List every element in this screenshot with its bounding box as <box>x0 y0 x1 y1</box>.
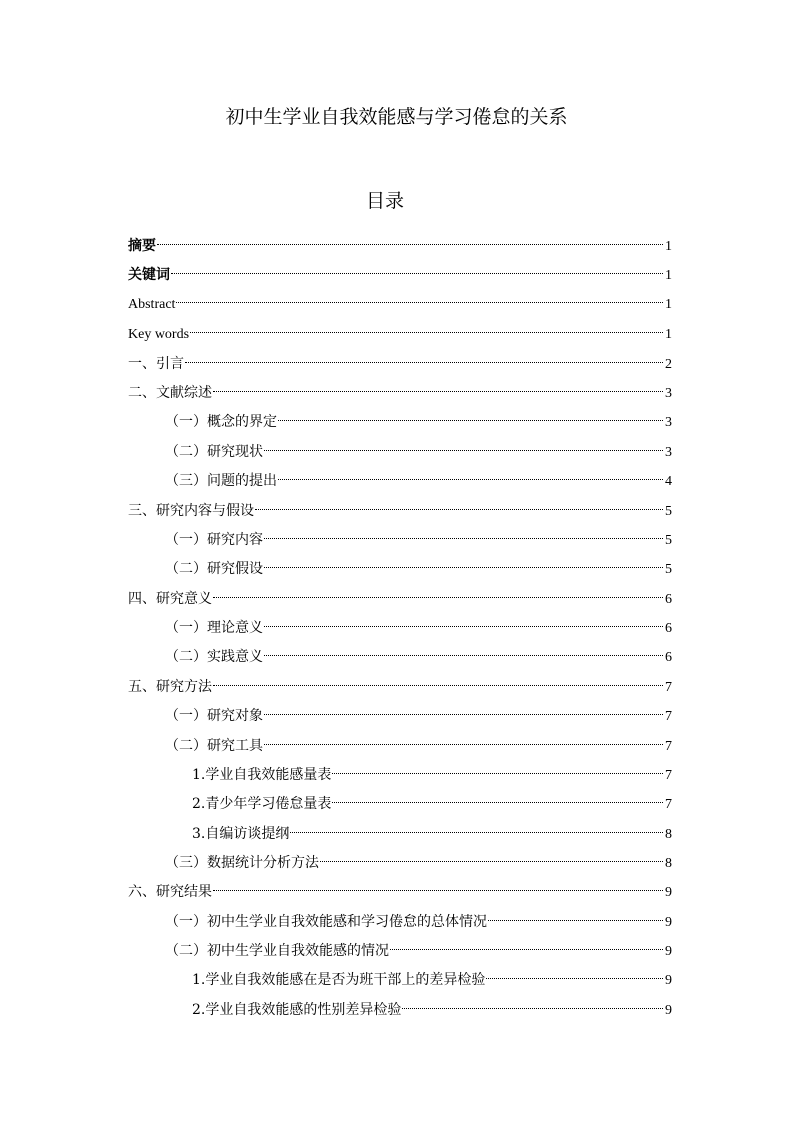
toc-entry-label: Abstract <box>128 297 176 312</box>
toc-entry[interactable] <box>165 610 672 636</box>
toc-entry-label: （二）研究假设 <box>165 561 263 577</box>
toc-dot-leader <box>486 962 663 984</box>
toc-entry[interactable] <box>128 316 672 342</box>
toc-entry-label: 2.青少年学习倦怠量表 <box>192 796 332 812</box>
toc-entry-label: 1.学业自我效能感量表 <box>192 767 332 783</box>
toc-entry[interactable] <box>192 962 672 988</box>
toc-entry-page: 2 <box>665 357 672 372</box>
toc-entry-page: 5 <box>665 533 672 548</box>
toc-entry-page: 1 <box>665 327 672 342</box>
toc-entry[interactable] <box>165 845 672 871</box>
toc-entry[interactable] <box>165 463 672 489</box>
toc-entry[interactable] <box>192 757 672 783</box>
toc-entry[interactable] <box>128 669 672 695</box>
toc-entry-label: （一）研究对象 <box>165 708 263 724</box>
toc-entry-label: 二、文献综述 <box>128 385 212 401</box>
toc-entry-label: （一）理论意义 <box>165 620 263 636</box>
toc-dot-leader <box>278 463 663 485</box>
toc-entry[interactable] <box>165 639 672 665</box>
toc-dot-leader <box>255 493 663 515</box>
toc-dot-leader <box>213 581 663 603</box>
toc-entry[interactable] <box>165 933 672 959</box>
toc-entry-page: 8 <box>665 856 672 871</box>
toc-dot-leader <box>488 904 663 926</box>
toc-entry[interactable] <box>165 404 672 430</box>
toc-entry-page: 9 <box>665 885 672 900</box>
toc-entry[interactable] <box>128 493 672 519</box>
toc-dot-leader <box>264 610 663 632</box>
toc-entry-label: 1.学业自我效能感在是否为班干部上的差异检验 <box>192 972 486 988</box>
toc-entry-label: （三）问题的提出 <box>165 473 277 489</box>
toc-entry[interactable] <box>165 551 672 577</box>
toc-dot-leader <box>264 639 663 661</box>
toc-entry-page: 7 <box>665 709 672 724</box>
toc-entry-page: 7 <box>665 768 672 783</box>
toc-entry-page: 3 <box>665 386 672 401</box>
toc-entry-page: 6 <box>665 621 672 636</box>
toc-dot-leader <box>332 757 663 779</box>
toc-dot-leader <box>185 346 663 368</box>
toc-entry[interactable] <box>128 375 672 401</box>
toc-entry[interactable] <box>128 228 672 254</box>
toc-dot-leader <box>264 551 663 573</box>
toc-entry-label: 关键词 <box>128 267 170 283</box>
toc-entry-page: 7 <box>665 680 672 695</box>
toc-entry-label: Key words <box>128 327 190 342</box>
toc-entry-page: 5 <box>665 562 672 577</box>
toc-entry-label: 摘要 <box>128 238 156 254</box>
toc-entry[interactable] <box>192 786 672 812</box>
toc-dot-leader <box>264 698 663 720</box>
toc-dot-leader <box>332 786 663 808</box>
toc-entry-page: 5 <box>665 504 672 519</box>
toc-entry[interactable] <box>192 992 672 1018</box>
toc-dot-leader <box>278 404 663 426</box>
toc-entry[interactable] <box>165 522 672 548</box>
toc-entry-page: 9 <box>665 1003 672 1018</box>
toc-entry-page: 6 <box>665 592 672 607</box>
toc-entry-page: 9 <box>665 973 672 988</box>
toc-entry-label: 3.自编访谈提纲 <box>192 826 290 842</box>
toc-entry-label: （二）实践意义 <box>165 649 263 665</box>
toc-dot-leader <box>157 228 663 250</box>
toc-entry[interactable] <box>165 904 672 930</box>
toc-entry-page: 7 <box>665 739 672 754</box>
toc-entry-page: 9 <box>665 915 672 930</box>
toc-entry-page: 3 <box>665 415 672 430</box>
toc-entry[interactable] <box>192 816 672 842</box>
toc-entry-page: 6 <box>665 650 672 665</box>
toc-entry-page: 7 <box>665 797 672 812</box>
toc-entry[interactable] <box>128 581 672 607</box>
toc-dot-leader <box>390 933 663 955</box>
toc-entry-page: 1 <box>665 268 672 283</box>
toc-entry-page: 1 <box>665 297 672 312</box>
toc-dot-leader <box>320 845 663 867</box>
toc-dot-leader <box>290 816 663 838</box>
toc-entry[interactable] <box>128 286 672 312</box>
toc-entry-label: （二）研究工具 <box>165 738 263 754</box>
toc-entry-label: （一）研究内容 <box>165 532 263 548</box>
toc-entry-page: 8 <box>665 827 672 842</box>
toc-dot-leader <box>402 992 663 1014</box>
toc-entry-label: （三）数据统计分析方法 <box>165 855 319 871</box>
toc-entry[interactable] <box>165 728 672 754</box>
toc-dot-leader <box>264 434 663 456</box>
toc-entry-page: 3 <box>665 445 672 460</box>
toc-entry-label: 四、研究意义 <box>128 591 212 607</box>
toc-dot-leader <box>190 316 663 338</box>
toc-entry-label: 五、研究方法 <box>128 679 212 695</box>
toc-entry[interactable] <box>165 434 672 460</box>
toc-entry[interactable] <box>165 698 672 724</box>
toc-dot-leader <box>176 286 663 308</box>
toc-dot-leader <box>213 874 663 896</box>
toc-entry-page: 4 <box>665 474 672 489</box>
toc-entry-label: （一）初中生学业自我效能感和学习倦怠的总体情况 <box>165 914 487 930</box>
toc-entry[interactable] <box>128 257 672 283</box>
toc-entry-page: 1 <box>665 239 672 254</box>
toc-entry-page: 9 <box>665 944 672 959</box>
toc-entry[interactable] <box>128 874 672 900</box>
toc-entry[interactable] <box>128 346 672 372</box>
toc-entry-label: 六、研究结果 <box>128 884 212 900</box>
toc-dot-leader <box>213 669 663 691</box>
toc-entry-label: （一）概念的界定 <box>165 414 277 430</box>
toc-entry-label: （二）研究现状 <box>165 444 263 460</box>
toc-entry-label: 2.学业自我效能感的性别差异检验 <box>192 1002 402 1018</box>
toc-entry-label: 三、研究内容与假设 <box>128 503 254 519</box>
toc-dot-leader <box>264 522 663 544</box>
document-title: 初中生学业自我效能感与学习倦怠的关系 <box>225 106 568 128</box>
toc-dot-leader <box>171 257 663 279</box>
toc-entry-label: （二）初中生学业自我效能感的情况 <box>165 943 389 959</box>
toc-heading: 目录 <box>365 190 404 212</box>
toc-dot-leader <box>264 728 663 750</box>
toc-entry-label: 一、引言 <box>128 356 184 372</box>
toc-dot-leader <box>213 375 663 397</box>
